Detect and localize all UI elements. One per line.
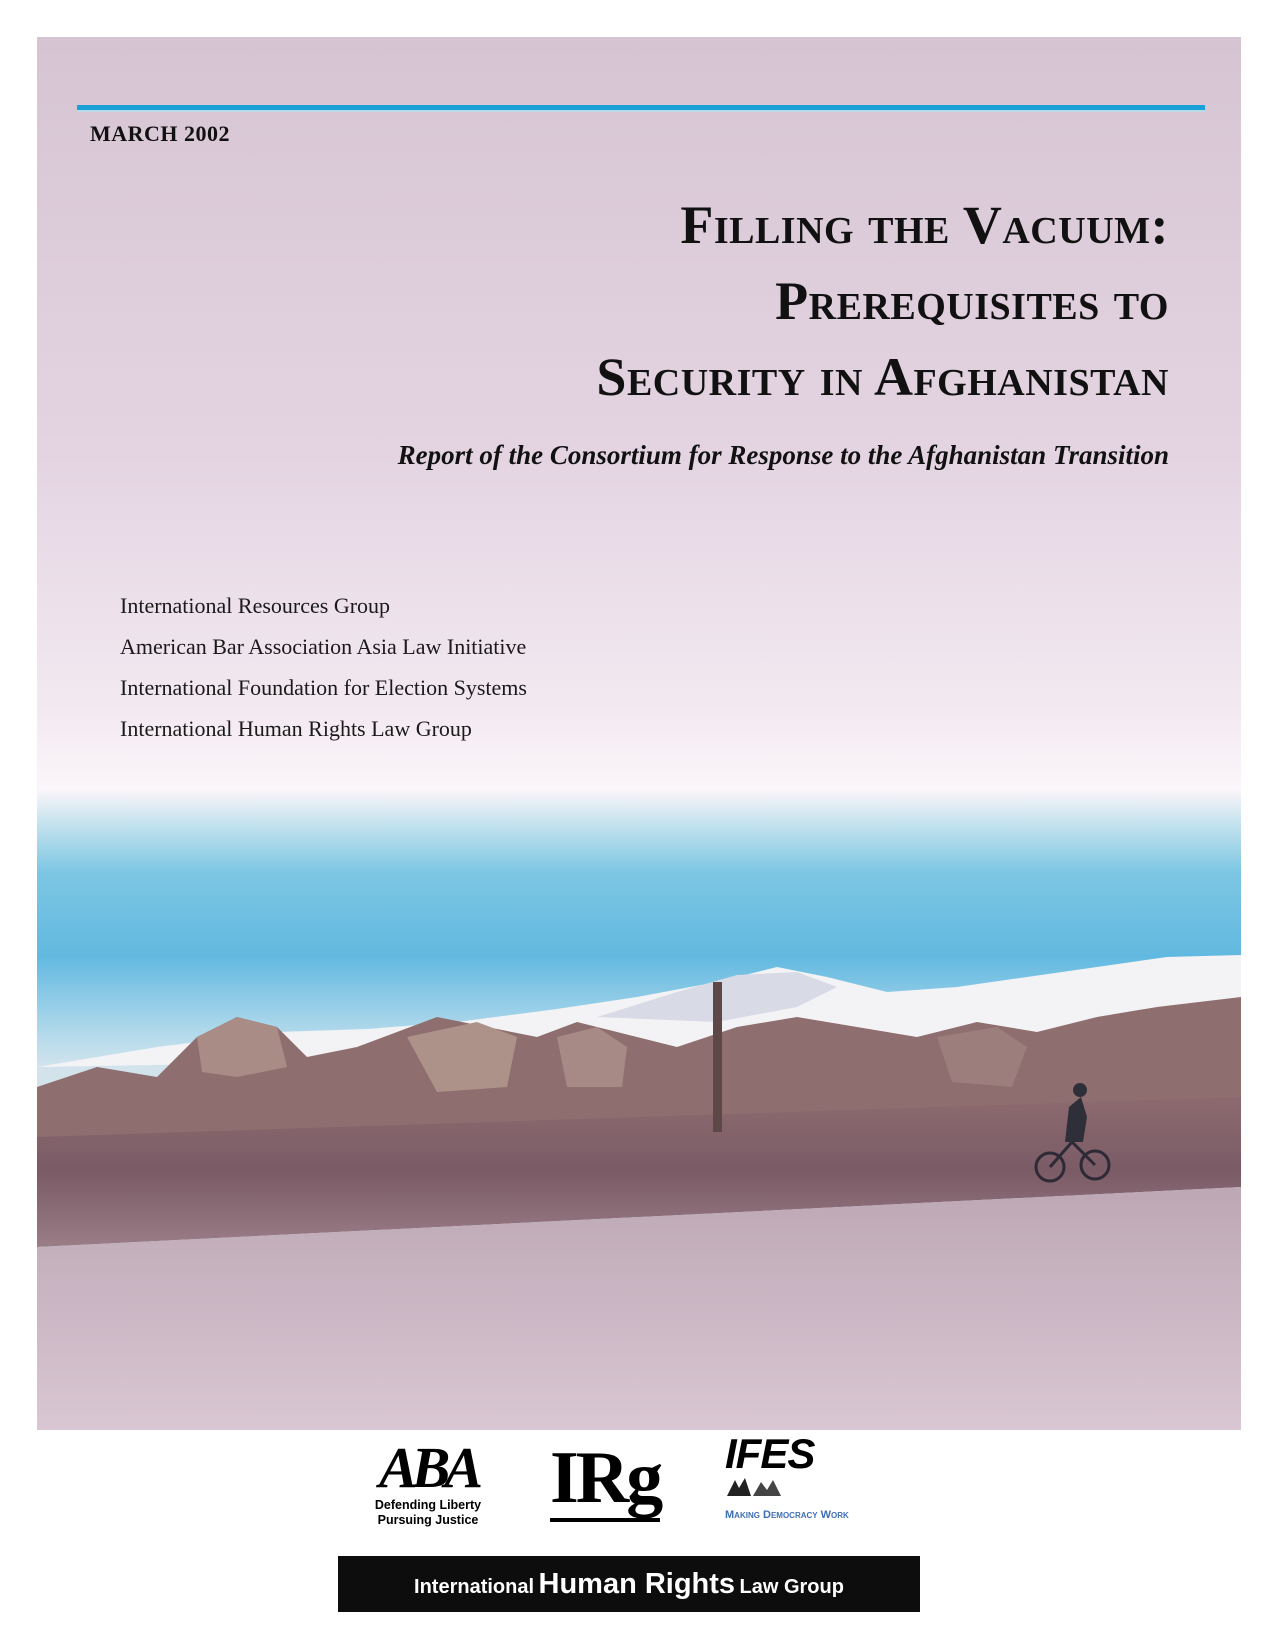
report-title xyxy=(596,187,1169,415)
aba-logo xyxy=(368,1435,488,1528)
organization-item: American Bar Association Asia Law Initiative xyxy=(120,634,527,659)
title-line-2: Prerequisites to xyxy=(775,271,1169,331)
ifes-figures-icon xyxy=(725,1476,785,1498)
ihrlg-prefix: International xyxy=(414,1576,535,1598)
organization-list xyxy=(120,585,527,749)
organization-item: International Resources Group xyxy=(120,593,391,618)
ifes-logo xyxy=(725,1432,885,1521)
ihrlg-emphasis: Human Rights xyxy=(538,1568,736,1600)
organization-item: International Human Rights Law Group xyxy=(120,716,472,741)
cover-panel xyxy=(37,37,1241,1430)
organization-item: International Foundation for Election Systems xyxy=(120,675,527,700)
ihrlg-logo-bar xyxy=(338,1556,920,1612)
cover-photo xyxy=(37,937,1241,1430)
ihrlg-suffix: Law Group xyxy=(739,1576,844,1598)
ifes-mark: IFES xyxy=(725,1430,815,1477)
ifes-tagline: Making Democracy Work xyxy=(725,1509,849,1521)
report-date: MARCH 2002 xyxy=(90,121,231,146)
top-rule xyxy=(77,105,1205,112)
title-line-3: Security in Afghanistan xyxy=(596,347,1169,407)
report-subtitle: Report of the Consortium for Response to the Afghanistan Transition xyxy=(397,440,1169,470)
title-line-1: Filling the Vacuum: xyxy=(680,195,1169,255)
logo-strip xyxy=(0,1430,1275,1650)
irg-logo: IRg xyxy=(550,1440,660,1522)
aba-motto-line-2: Pursuing Justice xyxy=(377,1513,479,1527)
aba-mark: ABA xyxy=(378,1435,478,1500)
aba-motto-line-1: Defending Liberty xyxy=(374,1498,482,1512)
